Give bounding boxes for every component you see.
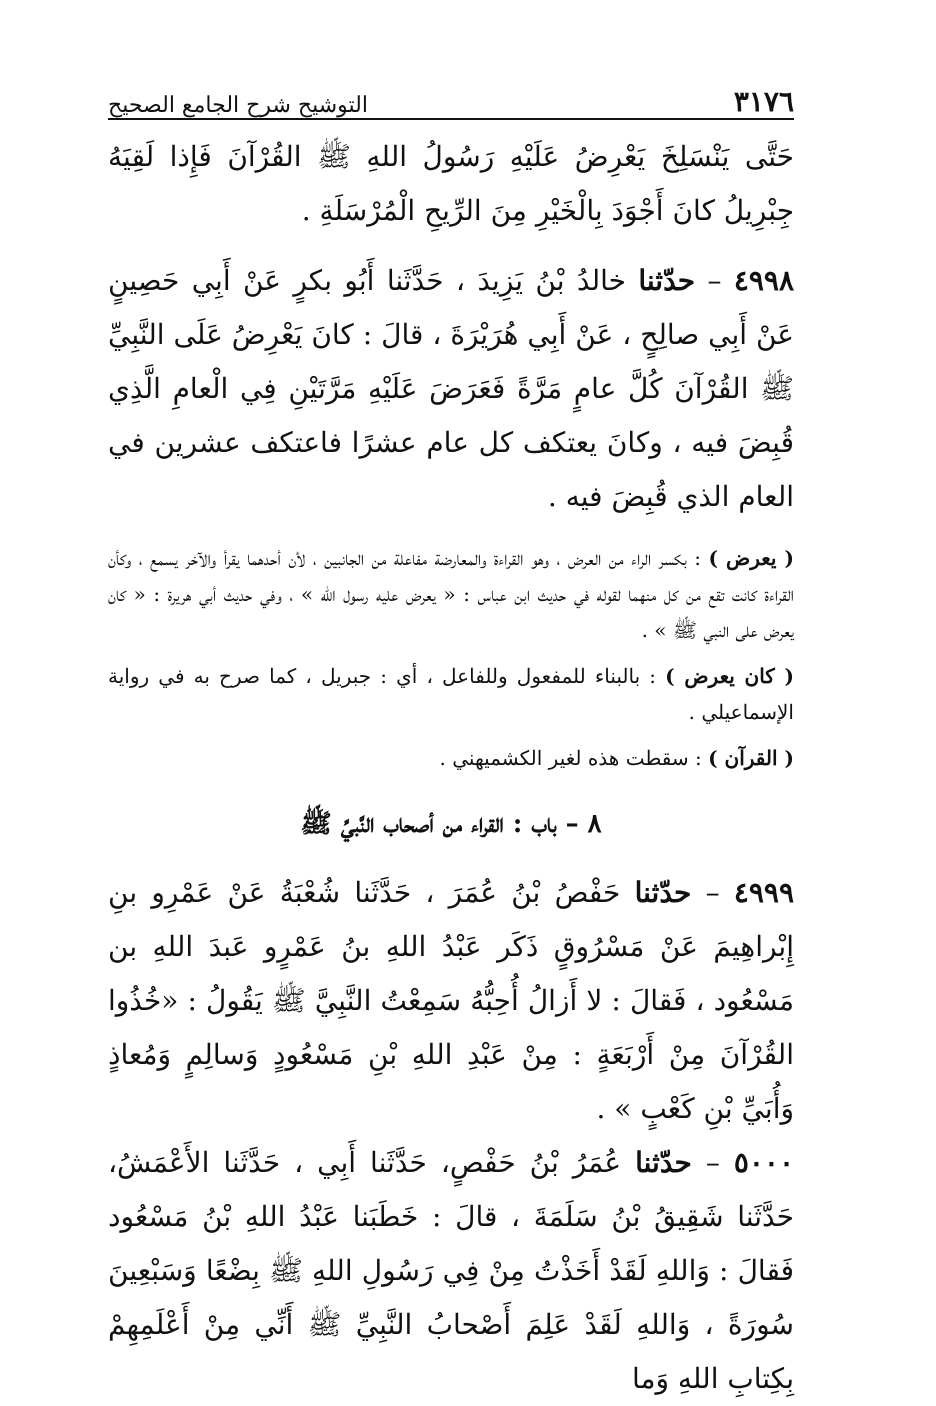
hadith-number: ٥٠٠٠ <box>733 1146 794 1179</box>
note-text: : سقطت هذه لغير الكشميهني . <box>439 746 709 770</box>
running-title: التوشيح شرح الجامع الصحيح <box>108 93 368 118</box>
note-term: ( يعرض ) <box>708 546 794 570</box>
hadith-text: خالدُ بْنُ يَزِيدَ ، حَدَّثَنا أَبُو بكرٍ عَنْ أَبِي حَصِينٍ عَنْ أَبِي صالِحٍ ، عَنْ أَبِي هُرَيْرَةَ ، قالَ : كانَ يَعْرِضُ عَلَى النَّبِيِّ ﷺ القُرْآنَ كُلَّ عامٍ مَرَّةً فَعَرَضَ عَلَيْهِ مَرَّتَيْنِ فِي الْعامِ الَّذِي قُبِضَ فيه ، وكانَ يعتكف كل عام عشرًا فاعتكف عشرين في العام الذي قُبِضَ فيه . <box>108 264 794 513</box>
note-kana-yaarid <box>108 658 794 730</box>
hadith-5000 <box>108 1136 794 1406</box>
hadith-lead: حدّثنا <box>638 264 696 297</box>
hadith-text: عُمَرُ بْنُ حَفْصٍ، حَدَّثَنا أَبِي ، حَدَّثَنا الأَعْمَشُ، حَدَّثَنا شَقِيقُ بْنُ سَلَمَةَ ، قالَ : خَطَبَنا عَبْدُ اللهِ بْنُ مَسْعُود فَقالَ : وَاللهِ لَقَدْ أَخَذْتُ مِنْ فِي رَسُولِ اللهِ ﷺ بِضْعًا وَسَبْعِينَ سُورَةً ، وَاللهِ لَقَدْ عَلِمَ أَصْحابُ النَّبِيِّ ﷺ أَنِّي مِنْ أَعْلَمِهِمْ بِكِتابِ اللهِ وَما <box>108 1146 794 1395</box>
hadith-lead: حدّثنا <box>634 876 692 909</box>
chapter-heading: ٨ – باب : القراء من أصحاب النَّبيِّ ﷺ <box>300 809 602 839</box>
page-number: ٣١٧٦ <box>733 85 794 118</box>
hadith-dash: – <box>691 1146 734 1179</box>
page <box>108 70 794 1406</box>
note-text: : بالبناء للمفعول وللفاعل ، أي : جبريل ، كما صرح به في رواية الإسماعيلي . <box>108 664 794 724</box>
note-yaarid <box>108 540 794 648</box>
hadith-4999 <box>108 866 794 1136</box>
hadith-4998 <box>108 254 794 524</box>
note-quran <box>108 740 794 776</box>
note-text: : بكسر الراء من العرض ، وهو القراءة والمعارضة مفاعلة من الجانبين ، لأن أحدهما يقرأ والآخر يسمع ، وكأن القراءة كانت تقع من كل منهما لقوله في حديث ابن عباس : « يعرض عليه رسول الله » ، وفي حديث أبي هريرة : « كان يعرض على النبي ﷺ » . <box>108 546 794 642</box>
note-term: ( كان يعرض ) <box>665 664 794 688</box>
page-header <box>108 70 794 120</box>
hadith-dash: – <box>691 876 734 909</box>
continuation-text: حَتَّى يَنْسَلِخَ يَعْرِضُ عَلَيْهِ رَسُولُ اللهِ ﷺ القُرْآنَ فَإِذا لَقِيَهُ جِبْرِيلُ كانَ أَجْوَدَ بِالْخَيْرِ مِنَ الرِّيحِ الْمُرْسَلَةِ . <box>108 140 794 227</box>
hadith-dash: – <box>695 264 734 297</box>
hadith-lead: حدّثنا <box>635 1146 692 1179</box>
note-term: ( القرآن ) <box>708 746 794 770</box>
hadith-text: حَفْصُ بْنُ عُمَرَ ، حَدَّثَنا شُعْبَةُ عَنْ عَمْرِو بنِ إِبْراهِيمَ عَنْ مَسْرُوقٍ ذَكَر عَبْدُ اللهِ بنُ عَمْرٍو عَبدَ اللهِ بن مَسْعُود ، فَقالَ : لا أَزالُ أُحِبُّهُ سَمِعْتُ النَّبِيَّ ﷺ يَقُولُ : «خُذُوا القُرْآنَ مِنْ أَرْبَعَةٍ : مِنْ عَبْدِ اللهِ بْنِ مَسْعُودٍ وَسالِمٍ وَمُعاذٍ وَأُبَيِّ بْنِ كَعْبٍ » . <box>108 876 794 1125</box>
hadith-number: ٤٩٩٨ <box>733 264 794 297</box>
hadith-number: ٤٩٩٩ <box>733 876 794 909</box>
